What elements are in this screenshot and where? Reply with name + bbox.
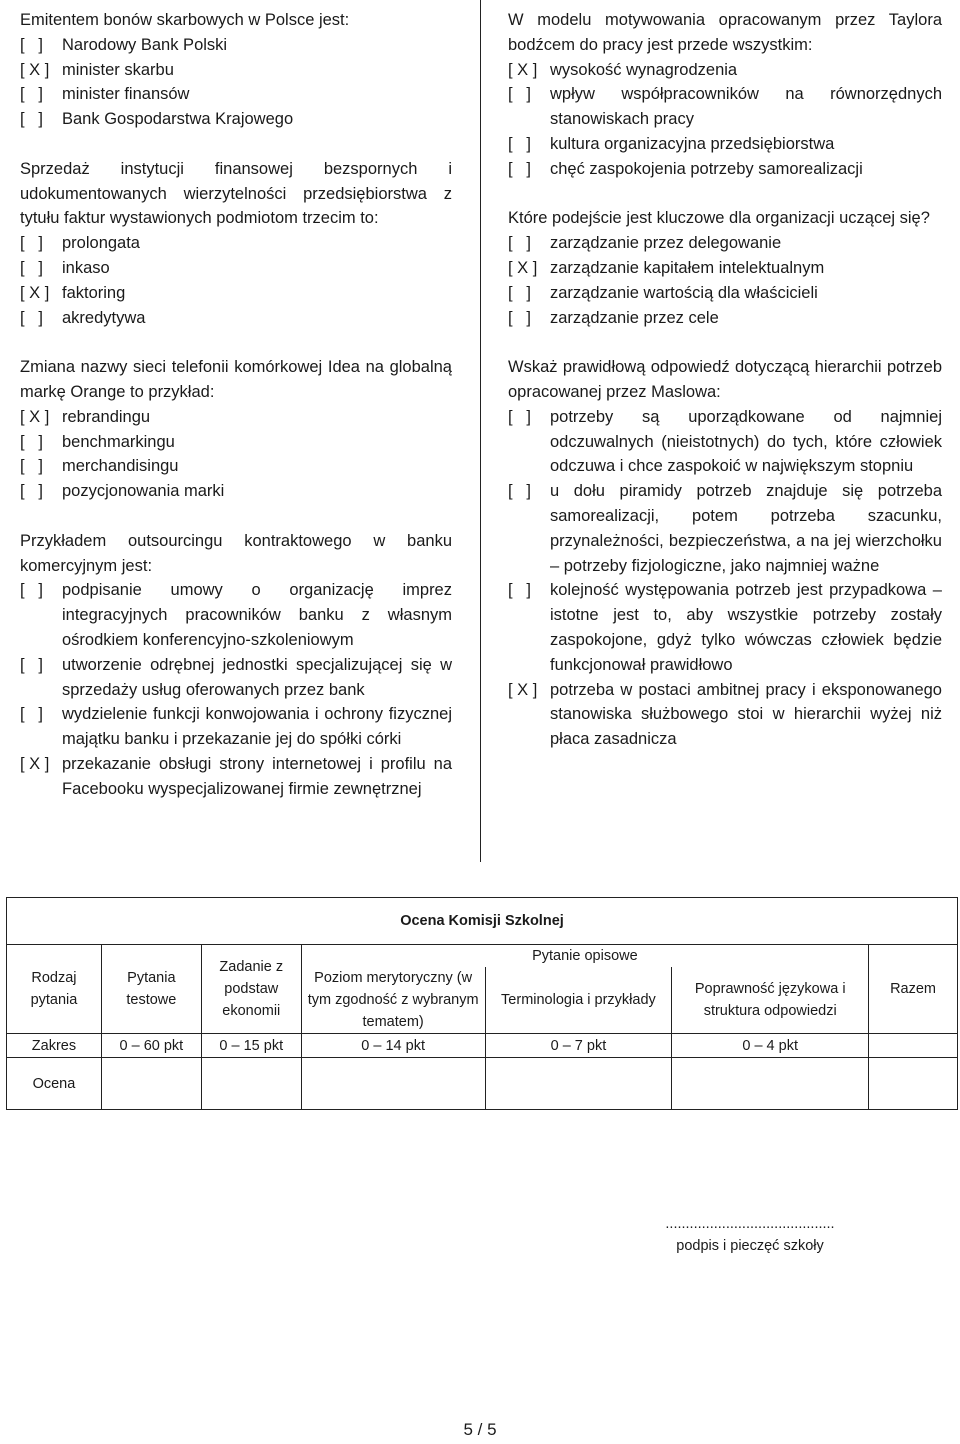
answer-checkbox[interactable]: [ ]: [20, 705, 43, 724]
answer-text: utworzenie odrębnej jednostki specjalizującej się w sprzedaży usług oferowanych przez bank: [62, 655, 452, 699]
answer-text: Narodowy Bank Polski: [62, 35, 228, 54]
row-label-zakres: Zakres: [7, 1034, 102, 1058]
question-text: Które podejście jest kluczowe dla organizacji uczącej się?: [508, 209, 930, 228]
header-rodzaj: Rodzaj pytania: [7, 945, 102, 1034]
answer-option[interactable]: [20, 58, 452, 83]
answer-checkbox[interactable]: [ ]: [508, 482, 531, 501]
answer-checkbox[interactable]: [ ]: [508, 159, 531, 178]
header-razem: Razem: [869, 945, 958, 1034]
answer-checkbox[interactable]: [ ]: [508, 581, 531, 600]
column-divider: [480, 0, 481, 862]
header-opisowe: Pytanie opisowe: [301, 945, 868, 968]
grade-table: [6, 897, 958, 1110]
answer-option[interactable]: [508, 578, 942, 677]
score-cell[interactable]: [485, 1058, 672, 1110]
row-label-ocena: Ocena: [7, 1058, 102, 1110]
table-row: [7, 945, 958, 968]
answer-checkbox[interactable]: [ X ]: [508, 258, 538, 277]
answer-checkbox[interactable]: [ X ]: [20, 754, 50, 773]
range-razem: [869, 1034, 958, 1058]
question-7: [508, 355, 942, 752]
answer-option[interactable]: [20, 752, 452, 802]
answer-option[interactable]: [20, 454, 452, 479]
answer-option[interactable]: [508, 405, 942, 479]
answer-checkbox[interactable]: [ ]: [20, 308, 43, 327]
answer-option[interactable]: [20, 82, 452, 107]
answer-checkbox[interactable]: [ ]: [508, 234, 531, 253]
signature-line: ..........................................: [665, 1216, 835, 1232]
answer-checkbox[interactable]: [ ]: [508, 283, 531, 302]
page-number: 5 / 5: [463, 1420, 497, 1439]
answer-text: pozycjonowania marki: [62, 482, 225, 501]
answer-text: benchmarkingu: [62, 432, 175, 451]
answer-option[interactable]: [20, 33, 452, 58]
answer-text: u dołu piramidy potrzeb znajduje się potrzeba samorealizacji, potem potrzeba szacunku, przynależności, bezpieczeństwa, a na jej wierzchołku – potrzeby fizjologiczne, jako najmniej ważne: [550, 482, 942, 575]
answer-checkbox[interactable]: [ ]: [508, 85, 531, 104]
answer-option[interactable]: [508, 58, 942, 83]
question-2: [20, 157, 452, 331]
table-row: [7, 1034, 958, 1058]
question-text: Przykładem outsourcingu kontraktowego w banku komercyjnym jest:: [20, 531, 452, 575]
score-cell[interactable]: [301, 1058, 485, 1110]
answer-option[interactable]: [508, 157, 942, 182]
question-text: Sprzedaż instytucji finansowej bezspornych i udokumentowanych wierzytelności przedsiębiorstwa z tytułu faktur wystawionych podmiotom trzecim to:: [20, 159, 452, 228]
answer-option[interactable]: [508, 256, 942, 281]
header-testowe: Pytania testowe: [101, 945, 201, 1034]
answer-text: inkaso: [62, 258, 110, 277]
answer-text: zarządzanie przez cele: [550, 308, 719, 327]
score-cell[interactable]: [869, 1058, 958, 1110]
answer-checkbox[interactable]: [ X ]: [20, 283, 50, 302]
answer-option[interactable]: [20, 578, 452, 652]
question-text: Zmiana nazwy sieci telefonii komórkowej Idea na globalną markę Orange to przykład:: [20, 358, 452, 401]
question-1: [20, 8, 452, 132]
answer-option[interactable]: [20, 231, 452, 256]
answer-checkbox[interactable]: [ ]: [20, 234, 43, 253]
answer-checkbox[interactable]: [ ]: [20, 655, 43, 674]
answer-option[interactable]: [508, 479, 942, 578]
grade-table-title: Ocena Komisji Szkolnej: [7, 898, 958, 945]
score-cell[interactable]: [672, 1058, 869, 1110]
left-column: [20, 8, 452, 826]
answer-text: potrzeba w postaci ambitnej pracy i eksponowanego stanowiska służbowego stoi w hierarchii wyżej niż płaca zasadnicza: [550, 680, 942, 749]
range-terminologia: 0 – 7 pkt: [485, 1034, 672, 1058]
question-text: Wskaż prawidłową odpowiedź dotyczącą hierarchii potrzeb opracowanej przez Maslowa:: [508, 358, 942, 401]
answer-option[interactable]: [20, 306, 452, 331]
answer-text: prolongata: [62, 234, 140, 253]
header-terminologia: Terminologia i przykłady: [485, 967, 672, 1034]
answer-checkbox[interactable]: [ ]: [20, 432, 43, 451]
answer-option[interactable]: [20, 653, 452, 703]
answer-text: wysokość wynagrodzenia: [550, 60, 738, 79]
answer-text: zarządzanie kapitałem intelektualnym: [550, 258, 825, 277]
question-text: Emitentem bonów skarbowych w Polsce jest:: [20, 11, 350, 29]
answer-option[interactable]: [508, 306, 942, 331]
answer-text: akredytywa: [62, 308, 146, 327]
header-poziom: Poziom merytoryczny (w tym zgodność z wybranym tematem): [301, 967, 485, 1034]
answer-option[interactable]: [20, 107, 452, 132]
answer-text: potrzeby są uporządkowane od najmniej odczuwalnych (nieistotnych) do tych, które człowiek odczuwa i chce zaspokoić w największym stopniu: [550, 407, 942, 476]
answer-checkbox[interactable]: [ ]: [20, 85, 43, 104]
question-5: [508, 8, 942, 182]
table-row: [7, 1058, 958, 1110]
table-row: [7, 898, 958, 945]
answer-text: rebrandingu: [62, 407, 151, 426]
answer-text: kolejność występowania potrzeb jest przypadkowa – istotne jest to, aby wszystkie potrzeby zostały zaspokojone, gdyż tylko wówczas człowiek będzie funkcjonował prawidłowo: [550, 581, 942, 674]
answer-option[interactable]: [20, 405, 452, 430]
answer-checkbox[interactable]: [ ]: [20, 581, 43, 600]
answer-text: kultura organizacyjna przedsiębiorstwa: [550, 134, 835, 153]
answer-checkbox[interactable]: [ ]: [508, 407, 531, 426]
answer-checkbox[interactable]: [ ]: [20, 35, 43, 54]
answer-option[interactable]: [20, 479, 452, 504]
answer-checkbox[interactable]: [ X ]: [508, 60, 538, 79]
answer-checkbox[interactable]: [ ]: [20, 482, 43, 501]
answer-checkbox[interactable]: [ ]: [20, 110, 43, 129]
answer-option[interactable]: [20, 430, 452, 455]
signature-block: [600, 1213, 900, 1257]
answer-checkbox[interactable]: [ X ]: [20, 407, 50, 426]
answer-text: podpisanie umowy o organizację imprez integracyjnych pracowników banku z własnym ośrodkiem konferencyjno-szkoleniowym: [62, 581, 452, 649]
answer-text: Bank Gospodarstwa Krajowego: [62, 110, 294, 129]
score-cell[interactable]: [101, 1058, 201, 1110]
header-zadanie: Zadanie z podstaw ekonomii: [201, 945, 301, 1034]
answer-text: minister finansów: [62, 85, 190, 104]
range-poprawnosc: 0 – 4 pkt: [672, 1034, 869, 1058]
score-cell[interactable]: [201, 1058, 301, 1110]
answer-option[interactable]: [20, 702, 452, 752]
range-zadanie: 0 – 15 pkt: [201, 1034, 301, 1058]
header-poprawnosc: Poprawność językowa i struktura odpowiedzi: [672, 967, 869, 1034]
question-text: W modelu motywowania opracowanym przez Taylora bodźcem do pracy jest przede wszystkim:: [508, 11, 942, 54]
question-6: [508, 206, 942, 330]
answer-option[interactable]: [508, 132, 942, 157]
answer-checkbox[interactable]: [ ]: [20, 457, 43, 476]
right-column: [508, 8, 942, 777]
answer-text: faktoring: [62, 283, 126, 302]
answer-option[interactable]: [20, 256, 452, 281]
answer-checkbox[interactable]: [ X ]: [508, 680, 538, 699]
answer-text: minister skarbu: [62, 60, 174, 79]
answer-option[interactable]: [508, 82, 942, 132]
answer-option[interactable]: [20, 281, 452, 306]
answer-option[interactable]: [508, 281, 942, 306]
answer-text: wydzielenie funkcji konwojowania i ochrony fizycznej majątku banku i przekazanie jej do spółki córki: [62, 705, 452, 749]
answer-text: zarządzanie przez delegowanie: [550, 234, 782, 253]
question-3: [20, 355, 452, 504]
answer-option[interactable]: [508, 678, 942, 752]
answer-checkbox[interactable]: [ ]: [508, 308, 531, 327]
answer-checkbox[interactable]: [ X ]: [20, 60, 50, 79]
answer-text: wpływ współpracowników na równorzędnych stanowiskach pracy: [550, 85, 942, 129]
answer-text: merchandisingu: [62, 457, 179, 476]
signature-label: podpis i pieczęć szkoły: [676, 1238, 824, 1254]
answer-text: chęć zaspokojenia potrzeby samorealizacji: [550, 159, 863, 178]
answer-checkbox[interactable]: [ ]: [20, 258, 43, 277]
range-testowe: 0 – 60 pkt: [101, 1034, 201, 1058]
answer-text: przekazanie obsługi strony internetowej i profilu na Facebooku wyspecjalizowanej firmie zewnętrznej: [62, 754, 452, 798]
answer-option[interactable]: [508, 231, 942, 256]
answer-checkbox[interactable]: [ ]: [508, 134, 531, 153]
range-poziom: 0 – 14 pkt: [301, 1034, 485, 1058]
question-4: [20, 529, 452, 802]
answer-text: zarządzanie wartością dla właścicieli: [550, 283, 818, 302]
